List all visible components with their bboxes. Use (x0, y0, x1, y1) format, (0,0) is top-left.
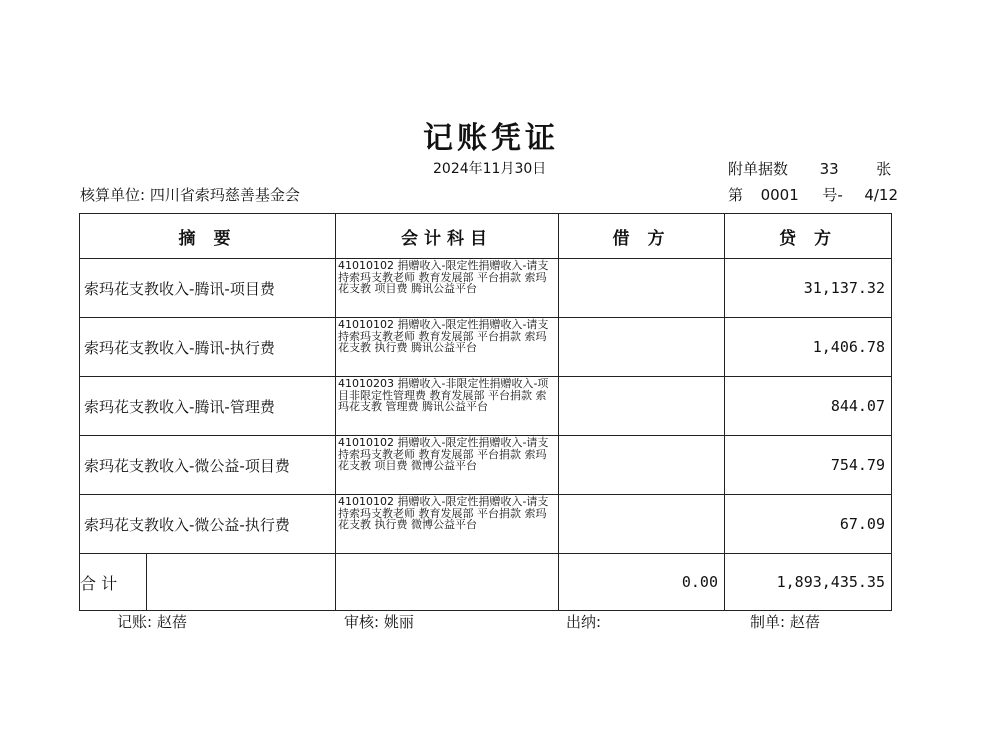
total-debit: 0.00 (559, 554, 725, 611)
row-credit: 1,406.78 (725, 318, 892, 377)
column-summary: 摘 要 (80, 214, 336, 259)
cashier-signature: 出纳: (566, 613, 602, 631)
column-credit: 贷 方 (725, 214, 892, 259)
attachments-count: 33 (819, 160, 839, 178)
row-account: 41010203 捐赠收入-非限定性捐赠收入-项目非限定性管理费 教育发展部 平台捐款 索玛花支教 管理费 腾讯公益平台 (336, 377, 559, 436)
voucher-prefix: 第 (728, 186, 744, 204)
accounting-unit (80, 184, 300, 205)
reviewer-signature: 审核: 姚丽 (344, 613, 414, 631)
bookkeeper-signature: 记账: 赵蓓 (117, 613, 187, 631)
table-row (80, 436, 892, 495)
voucher-number-value: 0001 (760, 186, 799, 204)
table-row (80, 259, 892, 318)
table-row (80, 377, 892, 436)
attachments-info (728, 158, 891, 179)
table-row (80, 495, 892, 554)
row-credit: 31,137.32 (725, 259, 892, 318)
total-credit: 1,893,435.35 (725, 554, 892, 611)
total-account-blank (336, 554, 559, 611)
table-header-row (80, 214, 892, 259)
voucher-title: 记账凭证 (423, 121, 559, 156)
row-debit (559, 495, 725, 554)
attachments-label: 附单据数 (728, 160, 789, 178)
row-summary: 索玛花支教收入-腾讯-执行费 (80, 318, 336, 377)
row-summary: 索玛花支教收入-腾讯-项目费 (80, 259, 336, 318)
row-account: 41010102 捐赠收入-限定性捐赠收入-请支持索玛支教老师 教育发展部 平台捐款 索玛花支教 执行费 微博公益平台 (336, 495, 559, 554)
total-row (80, 554, 892, 611)
attachments-unit: 张 (876, 160, 892, 178)
column-debit: 借 方 (559, 214, 725, 259)
voucher-table (79, 213, 892, 611)
row-debit (559, 259, 725, 318)
voucher-number (728, 184, 898, 205)
voucher-page: 4/12 (864, 186, 898, 204)
column-account: 会计科目 (336, 214, 559, 259)
row-credit: 67.09 (725, 495, 892, 554)
row-account: 41010102 捐赠收入-限定性捐赠收入-请支持索玛支教老师 教育发展部 平台捐款 索玛花支教 项目费 腾讯公益平台 (336, 259, 559, 318)
total-label-cell (80, 554, 336, 611)
row-summary: 索玛花支教收入-微公益-执行费 (80, 495, 336, 554)
row-account: 41010102 捐赠收入-限定性捐赠收入-请支持索玛支教老师 教育发展部 平台捐款 索玛花支教 执行费 腾讯公益平台 (336, 318, 559, 377)
row-account: 41010102 捐赠收入-限定性捐赠收入-请支持索玛支教老师 教育发展部 平台捐款 索玛花支教 项目费 微博公益平台 (336, 436, 559, 495)
total-label: 合 计 (80, 554, 147, 610)
row-credit: 754.79 (725, 436, 892, 495)
preparer-signature: 制单: 赵蓓 (750, 613, 820, 631)
row-debit (559, 318, 725, 377)
unit-name: 四川省索玛慈善基金会 (149, 186, 300, 204)
voucher-suffix: 号- (822, 186, 843, 204)
row-credit: 844.07 (725, 377, 892, 436)
unit-label: 核算单位: (80, 186, 146, 204)
row-debit (559, 377, 725, 436)
row-summary: 索玛花支教收入-微公益-项目费 (80, 436, 336, 495)
row-debit (559, 436, 725, 495)
table-row (80, 318, 892, 377)
row-summary: 索玛花支教收入-腾讯-管理费 (80, 377, 336, 436)
voucher-date: 2024年11月30日 (433, 161, 547, 177)
